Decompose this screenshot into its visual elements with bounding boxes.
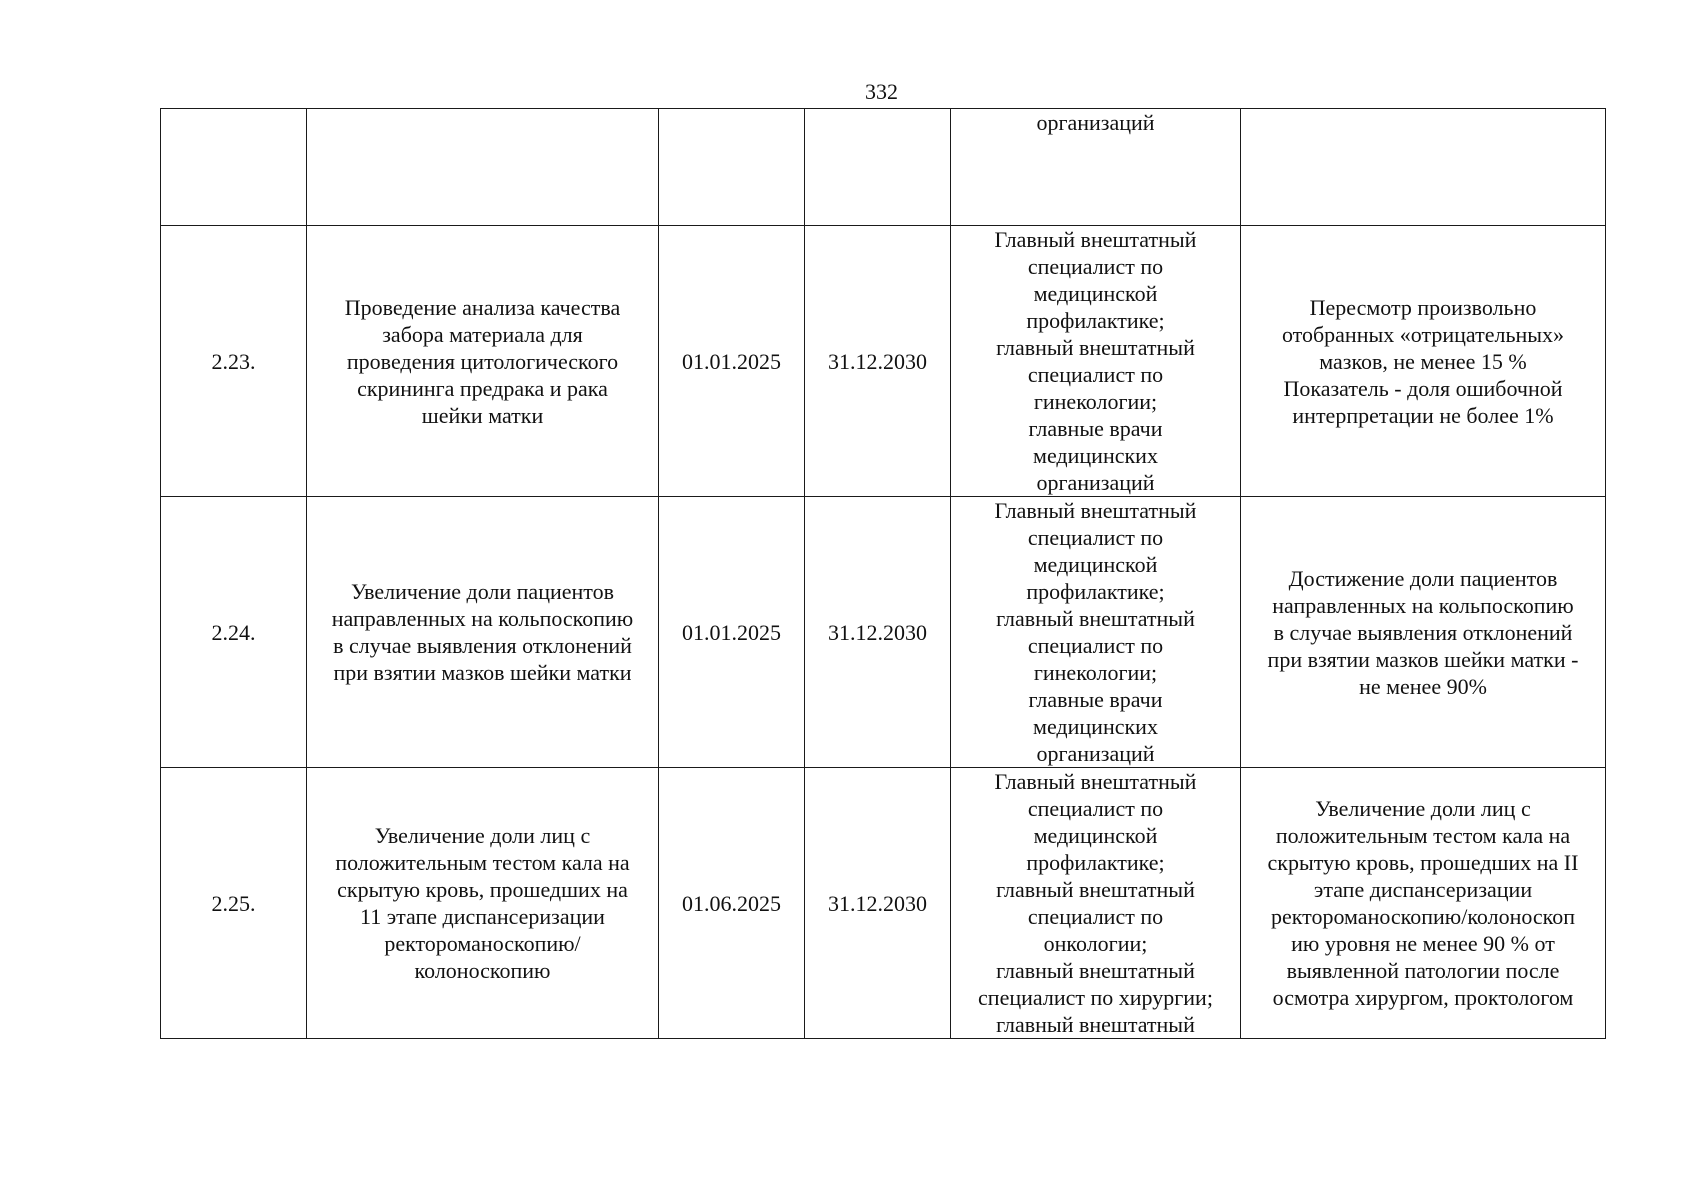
end-date-cell	[805, 109, 951, 226]
responsible-text: организаций	[1036, 110, 1155, 135]
activity-cell	[307, 109, 659, 226]
start-date-cell	[659, 226, 805, 497]
start-date: 01.06.2025	[682, 890, 781, 916]
table-row	[161, 497, 1606, 768]
responsible-cell: Главный внештатный специалист по медицинской профилактике; главный внештатный специалист по гинекологии; главные врачи медицинских организаций	[951, 226, 1241, 497]
end-date: 31.12.2030	[828, 619, 927, 645]
start-date: 01.01.2025	[682, 619, 781, 645]
page-number: 332	[865, 79, 898, 104]
activity-cell: Увеличение доли лиц с положительным тестом кала на скрытую кровь, прошедших на 11 этапе диспансеризации ректороманоскопию/ колоноскопию	[307, 768, 659, 1039]
start-date-cell	[659, 768, 805, 1039]
start-date-cell	[659, 497, 805, 768]
row-number-cell	[161, 109, 307, 226]
start-date: 01.01.2025	[682, 348, 781, 374]
responsible-cell	[951, 109, 1241, 226]
result-cell	[1241, 109, 1606, 226]
row-number: 2.25.	[211, 890, 256, 916]
end-date-cell	[805, 497, 951, 768]
row-number: 2.23.	[211, 348, 256, 374]
end-date-cell	[805, 768, 951, 1039]
table-row	[161, 226, 1606, 497]
start-date-cell	[659, 109, 805, 226]
result-cell: Пересмотр произвольно отобранных «отрицательных» мазков, не менее 15 % Показатель - доля ошибочной интерпретации не более 1%	[1241, 226, 1606, 497]
row-number-cell	[161, 226, 307, 497]
result-cell: Достижение доли пациентов направленных на кольпоскопию в случае выявления отклонений при взятии мазков шейки матки - не менее 90%	[1241, 497, 1606, 768]
responsible-cell: Главный внештатный специалист по медицинской профилактике; главный внештатный специалист по гинекологии; главные врачи медицинских организаций	[951, 497, 1241, 768]
end-date: 31.12.2030	[828, 890, 927, 916]
row-number: 2.24.	[211, 619, 256, 645]
result-cell: Увеличение доли лиц с положительным тестом кала на скрытую кровь, прошедших на II этапе диспансеризации ректороманоскопию/колоноскоп ию уровня не менее 90 % от выявленной патологии после осмотра хирургом, проктологом	[1241, 768, 1606, 1039]
responsible-cell: Главный внештатный специалист по медицинской профилактике; главный внештатный специалист по онкологии; главный внештатный специалист по хирургии; главный внештатный	[951, 768, 1241, 1039]
table-row	[161, 768, 1606, 1039]
row-number-cell	[161, 768, 307, 1039]
measures-table	[160, 108, 1606, 1039]
activity-cell: Увеличение доли пациентов направленных на кольпоскопию в случае выявления отклонений при взятии мазков шейки матки	[307, 497, 659, 768]
end-date: 31.12.2030	[828, 348, 927, 374]
row-number-cell	[161, 497, 307, 768]
end-date-cell	[805, 226, 951, 497]
table-row	[161, 109, 1606, 226]
activity-cell: Проведение анализа качества забора материала для проведения цитологического скрининга предрака и рака шейки матки	[307, 226, 659, 497]
